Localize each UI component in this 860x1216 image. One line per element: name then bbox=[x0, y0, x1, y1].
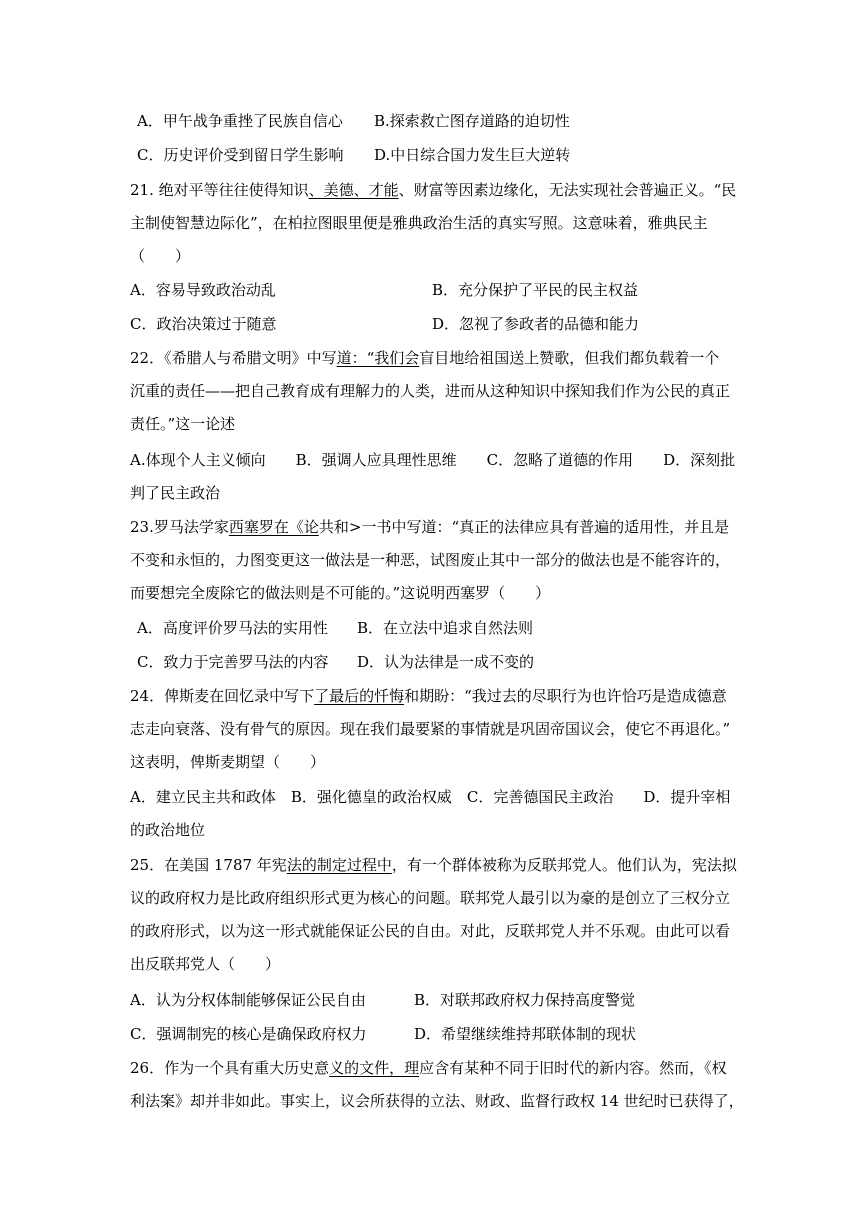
q21-stem-line-3: （ ） bbox=[130, 247, 191, 265]
q25-option-d: D．希望继续维持邦联体制的现状 bbox=[414, 1025, 637, 1043]
q21-option-b: B．充分保护了平民的民主权益 bbox=[432, 281, 639, 299]
q24-options: A．建立民主共和政体 B．强化德皇的政治权威 C．完善德国民主政治 D．提升宰相 bbox=[130, 788, 731, 806]
q25-option-b: B．对联邦政府权力保持高度警觉 bbox=[414, 991, 636, 1009]
q23-option-b: B．在立法中追求自然法则 bbox=[357, 619, 534, 637]
q20-option-b: B.探索救亡图存道路的迫切性 bbox=[374, 112, 570, 130]
q24-stem-line-1: 24．俾斯麦在回忆录中写下了最后的忏悔和期盼：“我过去的尽职行为也许恰巧是造成德意 bbox=[130, 687, 727, 705]
q20-option-c: C．历史评价受到留日学生影响 bbox=[137, 146, 344, 164]
q23-option-a: A．高度评价罗马法的实用性 bbox=[137, 619, 328, 637]
q25-stem-line-4: 出反联邦党人（ ） bbox=[130, 955, 281, 973]
q22-options-cont: 判了民主政治 bbox=[130, 484, 221, 502]
q21-stem-line-2: 主制使智慧边际化”，在柏拉图眼里便是雅典政治生活的真实写照。这意味着，雅典民主 bbox=[130, 214, 708, 232]
q24-stem-line-2: 志走向衰落、没有骨气的原因。现在我们最要紧的事情就是巩固帝国议会，使它不再退化。” bbox=[130, 720, 731, 738]
q21-option-a: A．容易导致政治动乱 bbox=[130, 281, 276, 299]
q23-stem-line-1: 23.罗马法学家西塞罗在《论共和>一书中写道：“真正的法律应具有普遍的适用性，并且是 bbox=[130, 518, 730, 536]
q25-option-a: A．认为分权体制能够保证公民自由 bbox=[130, 991, 366, 1009]
q23-stem-line-2: 不变和永恒的，力图变更这一做法是一种恶，试图废止其中一部分的做法也是不能容许的， bbox=[130, 551, 731, 569]
q23-stem-line-3: 而要想完全废除它的做法则是不可能的。”这说明西塞罗（ ） bbox=[130, 584, 551, 602]
q26-stem-line-1: 26．作为一个具有重大历史意义的文件，理应含有某种不同于旧时代的新内容。然而，《权 bbox=[130, 1059, 727, 1077]
q25-stem-line-3: 的政府形式，以为这一形式就能保证公民的自由。对此，反联邦党人并不乐观。由此可以看 bbox=[130, 922, 731, 940]
q23-option-d: D．认为法律是一成不变的 bbox=[357, 653, 535, 671]
q21-option-d: D．忽视了参政者的品德和能力 bbox=[432, 315, 640, 333]
q26-stem-line-2: 利法案》却并非如此。事实上，议会所获得的立法、财政、监督行政权 14 世纪时已获得了， bbox=[130, 1092, 744, 1110]
q21-stem-line-1: 21. 绝对平等往往使得知识、美德、才能、财富等因素边缘化，无法实现社会普遍正义。“民 bbox=[130, 181, 737, 199]
q21-option-c: C．政治决策过于随意 bbox=[130, 315, 277, 333]
q22-stem-line-3: 责任。”这一论述 bbox=[130, 415, 236, 433]
q22-options: A.体现个人主义倾向 B．强调人应具理性思维 C．忽略了道德的作用 D．深刻批 bbox=[130, 451, 736, 469]
q25-stem-line-1: 25．在美国 1787 年宪法的制定过程中，有一个群体被称为反联邦党人。他们认为，宪法拟 bbox=[130, 856, 737, 874]
q20-option-a: A．甲午战争重挫了民族自信心 bbox=[137, 112, 343, 130]
q23-option-c: C．致力于完善罗马法的内容 bbox=[137, 653, 329, 671]
q24-stem-line-3: 这表明，俾斯麦期望（ ） bbox=[130, 753, 326, 771]
q24-options-cont: 的政治地位 bbox=[130, 821, 206, 839]
q22-stem-line-1: 22．《希腊人与希腊文明》中写道：“我们会盲目地给祖国送上赞歌，但我们都负载着一个 bbox=[130, 349, 720, 367]
q22-stem-line-2: 沉重的责任——把自己教育成有理解力的人类，进而从这种知识中探知我们作为公民的真正 bbox=[130, 382, 731, 400]
q25-stem-line-2: 议的政府权力是比政府组织形式更为核心的问题。联邦党人最引以为豪的是创立了三权分立 bbox=[130, 889, 731, 907]
q25-option-c: C．强调制宪的核心是确保政府权力 bbox=[130, 1025, 367, 1043]
q20-option-d: D.中日综合国力发生巨大逆转 bbox=[374, 146, 571, 164]
